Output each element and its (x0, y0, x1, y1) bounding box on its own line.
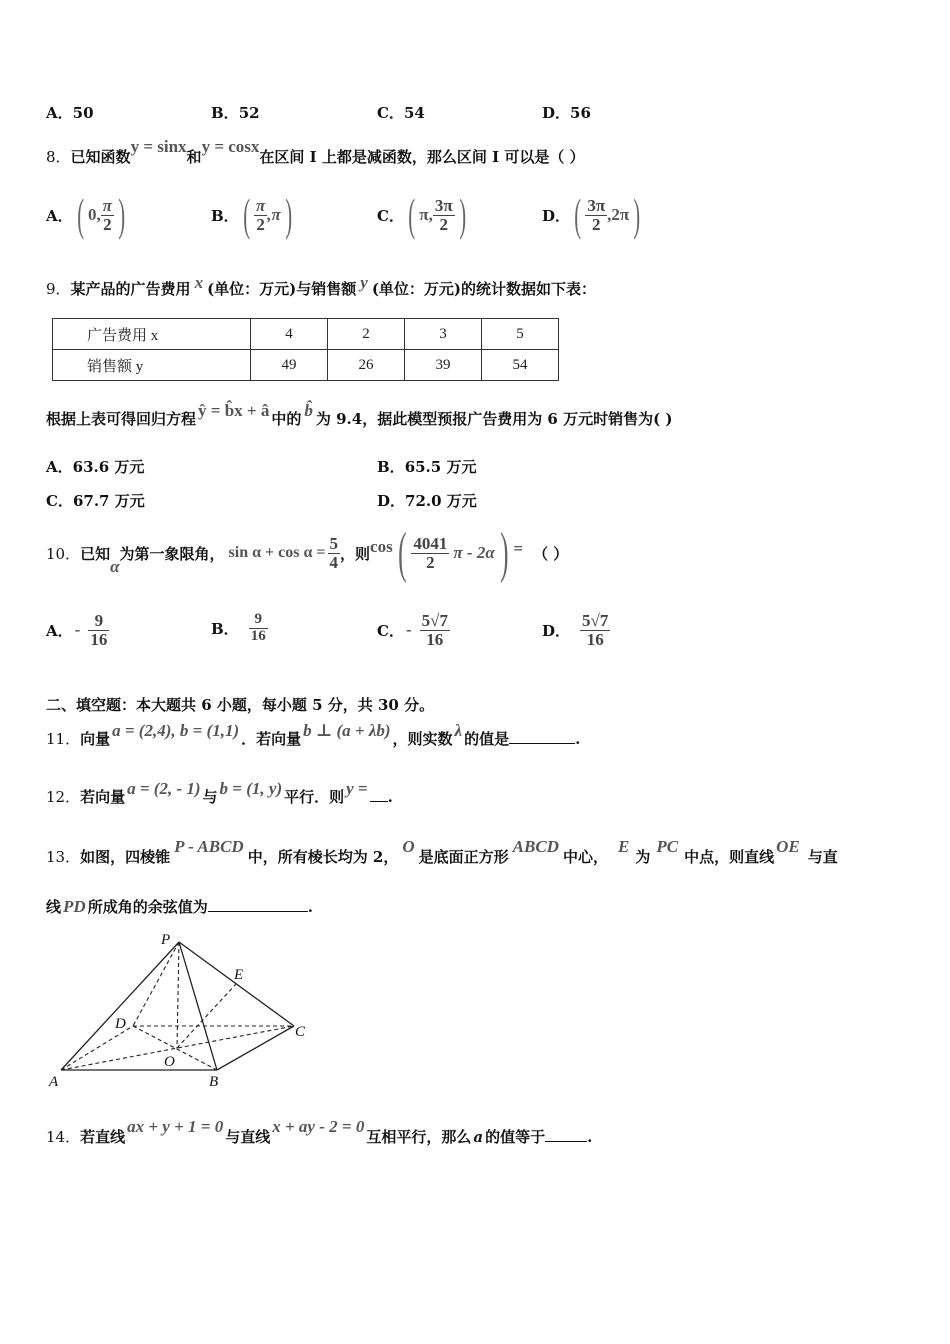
q10-option-b: B． $\frac{9}{16}$ (211, 611, 266, 644)
table-header-cell: 广告费用 x (53, 319, 251, 350)
q12-answer-blank[interactable] (370, 801, 388, 802)
q7-option-c: C．54 (377, 104, 425, 122)
q14-stem: 14．若直线ax + y + 1 = 0与直线x + ay - 2 = 0互相平行，那么 a 的值等于 . (46, 1117, 593, 1146)
label-o: O (164, 1054, 175, 1070)
edge-pa (61, 942, 179, 1070)
label-b: B (209, 1074, 219, 1090)
label-a: A (49, 1074, 59, 1090)
q8-option-c: C． ( π, $\frac{3\pi}{2}$ ) (377, 189, 466, 240)
section-heading: 二、填空题：本大题共 6 小题，每小题 5 分，共 30 分。 (46, 696, 435, 714)
label-d: D (115, 1016, 126, 1032)
label-e: E (234, 967, 244, 983)
table-cell: 54 (482, 350, 559, 381)
q7-option-d: D．56 (542, 104, 591, 122)
table-cell: 39 (405, 350, 482, 381)
q10-option-d: D． $\frac{5√7}{16}$ (542, 611, 609, 649)
q10-option-c: C． - $\frac{5√7}{16}$ (377, 611, 448, 649)
q9-stem: 9．某产品的广告费用 x (单位：万元)与销售额 y (单位：万元)的统计数据如下表： (46, 273, 597, 298)
label-c: C (295, 1024, 306, 1040)
label-p: P (161, 932, 171, 948)
table-cell: 3 (405, 319, 482, 350)
height-po (177, 942, 179, 1048)
edge-pb (179, 942, 217, 1070)
q9-option-d: D．72.0 万元 (377, 492, 477, 510)
pyramid-figure (44, 928, 324, 1093)
q13-stem-line2: 线 PD 所成角的余弦值为 . (46, 897, 313, 916)
q11-stem: 11．向量 a = (2,4), b = (1,1) ．若向量 b ⊥ (a + λb) ，则实数 λ 的值是 . (46, 721, 581, 748)
table-cell: 49 (251, 350, 328, 381)
table-cell: 26 (328, 350, 405, 381)
q14-answer-blank[interactable] (545, 1141, 587, 1142)
q8-option-a: A． ( 0, $\frac{\pi}{2}$ ) (46, 189, 126, 240)
q8-option-d: D． ( $\frac{3\pi}{2}$ ,2π ) (542, 189, 641, 240)
q13-stem: 13．如图，四棱锥P - ABCD中，所有棱长均为 2，O是底面正方形ABCD中心，E为PC中点，则直线OE与直 (46, 837, 838, 866)
q10-stem: 10． 已知 α 为第一象限角， sin α + cos α = $\frac{5}{4}$ ，则 cos ( $\frac{4041}{2}$ π - 2α ) = （ ） (46, 522, 569, 584)
table-cell: 2 (328, 319, 405, 350)
edge-pc (179, 942, 294, 1026)
table-cell: 4 (251, 319, 328, 350)
q9-option-b: B．65.5 万元 (377, 458, 477, 476)
edge-bc (217, 1026, 294, 1070)
q12-stem: 12．若向量 a = (2, - 1) 与 b = (1, y) 平行．则 y = . (46, 779, 393, 806)
table-cell: 5 (482, 319, 559, 350)
table-row (53, 350, 559, 381)
q7-option-a: A．50 (46, 104, 94, 122)
q9-regression-line: 根据上表可得回归方程 ŷ = b̂x + â 中的 b̂ 为 9.4，据此模型预报广告费用为 6 万元时销售为( ) (46, 401, 673, 428)
q9-option-c: C．67.7 万元 (46, 492, 145, 510)
q7-option-b: B．52 (211, 104, 260, 122)
table-row (53, 319, 559, 350)
q10-option-a: A． - $\frac{9}{16}$ (46, 611, 108, 649)
q11-answer-blank[interactable] (509, 743, 575, 744)
diag-bd (133, 1026, 217, 1070)
q13-answer-blank[interactable] (208, 911, 308, 912)
table-header-cell: 销售额 y (53, 350, 251, 381)
q8-stem: 8．已知函数y = sinx和y = cosx在区间 I 上都是减函数，那么区间 I 可以是（ ） (46, 137, 585, 166)
q9-option-a: A．63.6 万元 (46, 458, 145, 476)
q9-data-table (52, 318, 559, 381)
q8-option-b: B． ( $\frac{\pi}{2}$ ,π ) (211, 189, 292, 240)
